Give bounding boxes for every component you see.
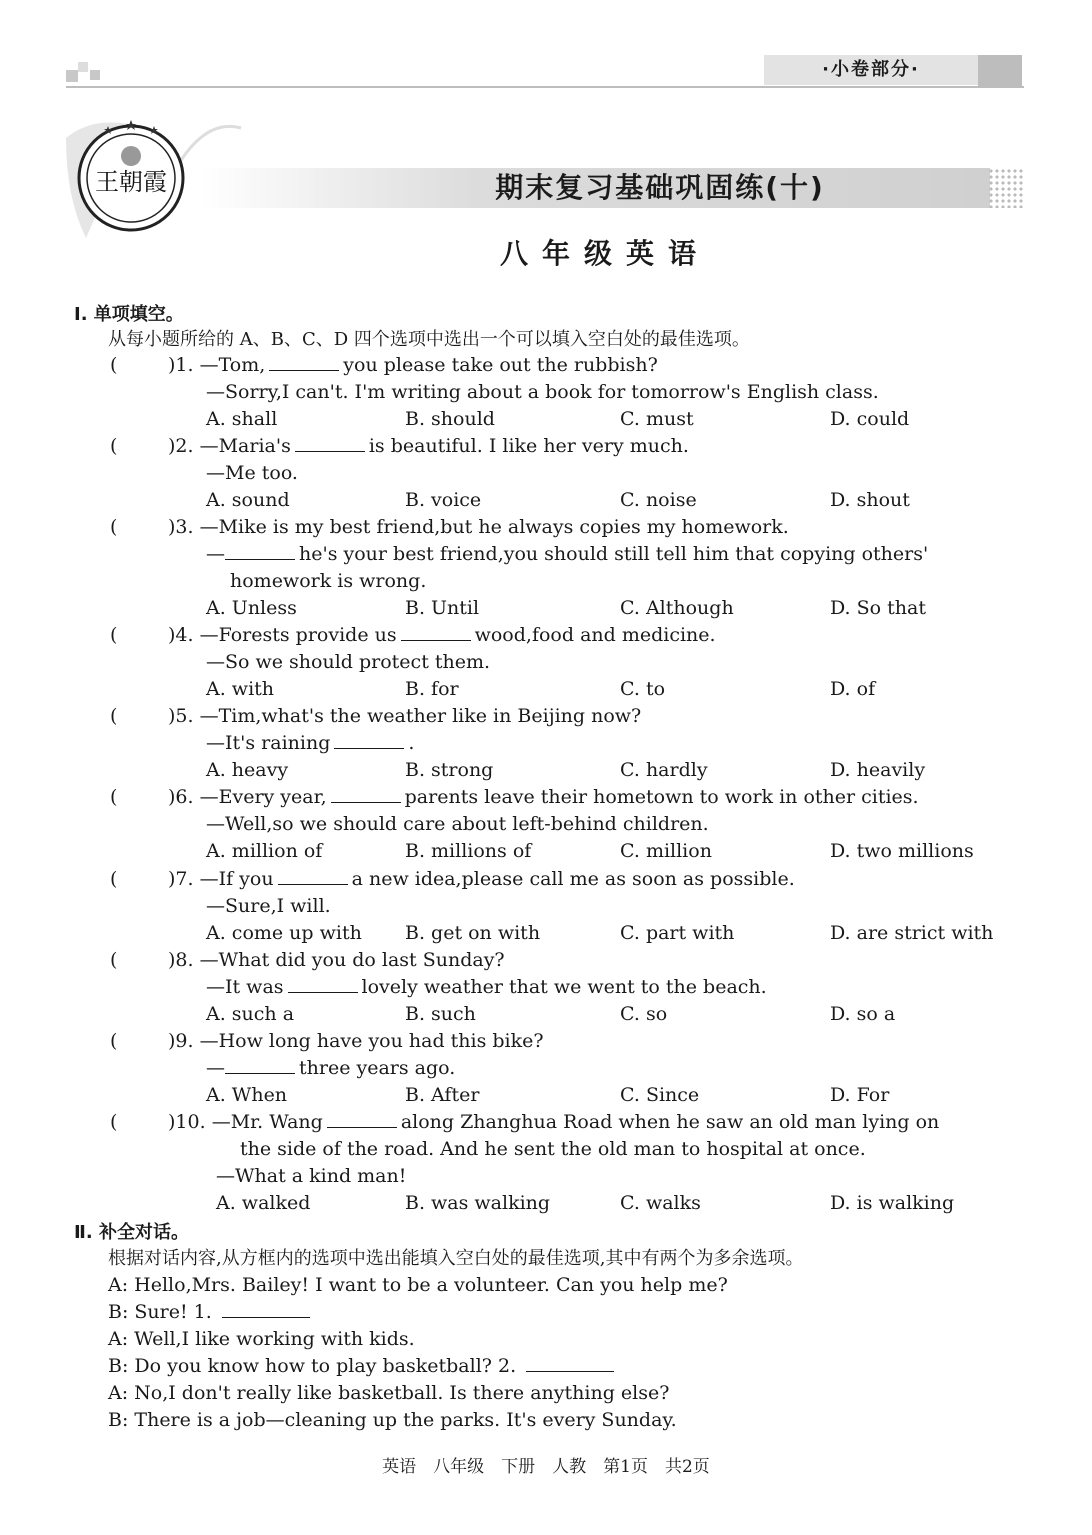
option-d: D. are strict with	[830, 922, 994, 944]
option-b: B. voice	[405, 489, 482, 511]
option-b: B. After	[405, 1084, 480, 1106]
option-a: A. with	[206, 678, 275, 700]
tag-block	[978, 55, 1022, 88]
question-8: )8. —What did you do last Sunday?	[168, 949, 505, 971]
question-line: homework is wrong.	[230, 570, 427, 592]
dialogue-line: B: There is a job—cleaning up the parks. It's every Sunday.	[108, 1409, 677, 1431]
answer-paren-open: (	[110, 868, 118, 890]
option-b: B. for	[405, 678, 459, 700]
question-line: — he's your best friend,you should still tell him that copying others'	[206, 543, 929, 565]
question-line: —It's raining .	[206, 732, 415, 754]
title-dots	[988, 168, 1024, 208]
option-c: C. to	[620, 678, 666, 700]
answer-paren-open: (	[110, 435, 118, 457]
section2-instruction: 根据对话内容,从方框内的选项中选出能填入空白处的最佳选项,其中有两个为多余选项。	[108, 1248, 804, 1269]
question-3: )3. —Mike is my best friend,but he always copies my homework.	[168, 516, 789, 538]
option-c: C. must	[620, 408, 694, 430]
dialogue-line: A: Hello,Mrs. Bailey! I want to be a volunteer. Can you help me?	[108, 1274, 728, 1296]
option-c: C. part with	[620, 922, 735, 944]
section2-heading: Ⅱ. 补全对话。	[74, 1222, 189, 1243]
question-line: the side of the road. And he sent the old man to hospital at once.	[240, 1138, 866, 1160]
question-line: —So we should protect them.	[206, 651, 491, 673]
option-b: B. Until	[405, 597, 480, 619]
logo-text: 王朝霞	[95, 168, 167, 196]
option-c: C. Since	[620, 1084, 700, 1106]
dialogue-line: A: Well,I like working with kids.	[108, 1328, 415, 1350]
question-line: —Me too.	[206, 462, 298, 484]
option-a: A. million of	[206, 840, 323, 862]
option-a: A. Unless	[206, 597, 297, 619]
option-a: A. walked	[216, 1192, 311, 1214]
answer-paren-open: (	[110, 1030, 118, 1052]
question-10: )10. —Mr. Wang along Zhanghua Road when he saw an old man lying on	[168, 1111, 940, 1133]
option-d: D. of	[830, 678, 876, 700]
page-title: 期末复习基础巩固练(十)	[495, 171, 825, 204]
answer-paren-open: (	[110, 786, 118, 808]
answer-paren-open: (	[110, 354, 118, 376]
header-rule	[66, 86, 1024, 88]
option-c: C. so	[620, 1003, 668, 1025]
question-line: —Sure,I will.	[206, 895, 331, 917]
option-c: C. noise	[620, 489, 697, 511]
header-square	[78, 62, 88, 72]
option-d: D. so a	[830, 1003, 896, 1025]
option-a: A. shall	[206, 408, 278, 430]
option-d: D. shout	[830, 489, 910, 511]
page-subtitle: 八年级英语	[499, 237, 710, 270]
answer-paren-open: (	[110, 1111, 118, 1133]
question-1: )1. —Tom, you please take out the rubbish?	[168, 354, 658, 376]
option-c: C. million	[620, 840, 712, 862]
dialogue-line: B: Sure! 1.	[108, 1299, 314, 1326]
section1-instruction: 从每小题所给的 A、B、C、D 四个选项中选出一个可以填入空白处的最佳选项。	[108, 329, 750, 350]
dialogue-line: B: Do you know how to play basketball? 2.	[108, 1353, 618, 1380]
header-square	[66, 70, 78, 82]
question-5: )5. —Tim,what's the weather like in Beijing now?	[168, 705, 642, 727]
question-2: )2. —Maria's is beautiful. I like her very much.	[168, 435, 689, 457]
option-d: D. So that	[830, 597, 926, 619]
question-line: —It was lovely weather that we went to the beach.	[206, 976, 767, 998]
header-square	[90, 70, 100, 80]
option-a: A. come up with	[206, 922, 362, 944]
question-line: —Well,so we should care about left-behind children.	[206, 813, 709, 835]
option-d: D. could	[830, 408, 910, 430]
answer-paren-open: (	[110, 516, 118, 538]
question-line: —What a kind man!	[216, 1165, 407, 1187]
question-9: )9. —How long have you had this bike?	[168, 1030, 544, 1052]
answer-paren-open: (	[110, 624, 118, 646]
question-4: )4. —Forests provide us wood,food and medicine.	[168, 624, 716, 646]
answer-paren-open: (	[110, 705, 118, 727]
option-d: D. heavily	[830, 759, 926, 781]
question-line: — three years ago.	[206, 1057, 456, 1079]
option-c: C. Although	[620, 597, 734, 619]
option-a: A. sound	[206, 489, 290, 511]
option-b: B. was walking	[405, 1192, 551, 1214]
question-line: —Sorry,I can't. I'm writing about a book for tomorrow's English class.	[206, 381, 879, 403]
option-d: D. For	[830, 1084, 890, 1106]
option-b: B. such	[405, 1003, 476, 1025]
option-c: C. walks	[620, 1192, 701, 1214]
answer-paren-open: (	[110, 949, 118, 971]
section-tag: ·小卷部分·	[764, 55, 978, 85]
page-footer: 英语 八年级 下册 人教 第1页 共2页	[382, 1457, 710, 1477]
option-a: A. heavy	[206, 759, 289, 781]
option-c: C. hardly	[620, 759, 708, 781]
question-6: )6. —Every year, parents leave their hometown to work in other cities.	[168, 786, 919, 808]
option-b: B. strong	[405, 759, 494, 781]
section1-heading: Ⅰ. 单项填空。	[74, 304, 184, 325]
option-a: A. such a	[206, 1003, 295, 1025]
dialogue-line: A: No,I don't really like basketball. Is there anything else?	[108, 1382, 670, 1404]
option-d: D. two millions	[830, 840, 974, 862]
option-b: B. get on with	[405, 922, 541, 944]
option-d: D. is walking	[830, 1192, 955, 1214]
option-b: B. should	[405, 408, 495, 430]
option-b: B. millions of	[405, 840, 532, 862]
question-7: )7. —If you a new idea,please call me as soon as possible.	[168, 868, 795, 890]
option-a: A. When	[206, 1084, 288, 1106]
